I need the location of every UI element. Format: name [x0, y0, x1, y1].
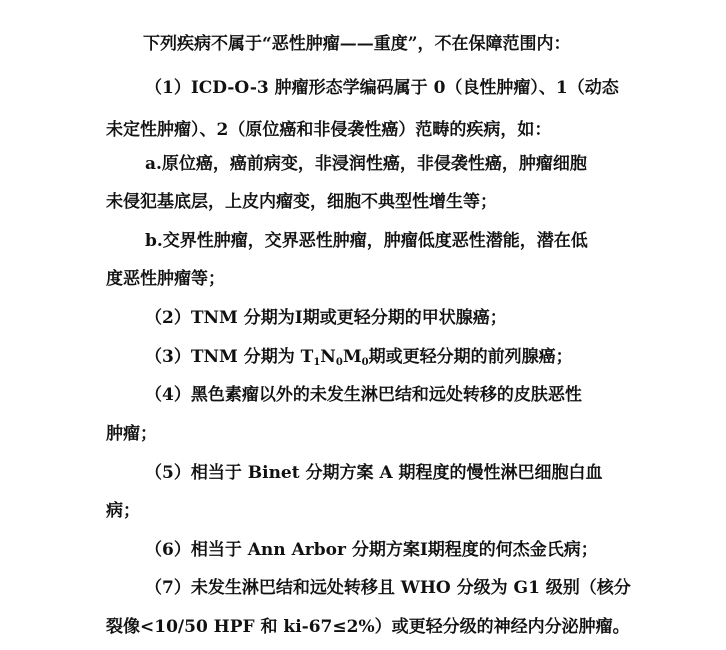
item-4-line-1: （4）黑色素瘤以外的未发生淋巴结和远处转移的皮肤恶性: [145, 385, 582, 405]
item-3-prefix: （3）TNM 分期为 T: [145, 347, 314, 367]
item-7-line-1: （7）未发生淋巴结和远处转移且 WHO 分级为 G1 级别（核分: [145, 578, 631, 598]
item-1b-line-2: 度恶性肿瘤等；: [106, 269, 225, 289]
item-3-text: [145, 347, 573, 373]
item-1a-line-1: a.原位癌，癌前病变，非浸润性癌，非侵袭性癌，肿瘤细胞: [145, 154, 587, 174]
item-7-line-2: 裂像<10/50 HPF 和 ki-67≤2%）或更轻分级的神经内分泌肿瘤。: [106, 617, 630, 637]
item-3-n-subscript: 0: [335, 357, 343, 368]
item-1a-line-2: 未侵犯基底层，上皮内瘤变，细胞不典型性增生等；: [106, 192, 497, 212]
item-1-line-1: （1）ICD-O-3 肿瘤形态学编码属于 0（良性肿瘤）、1（动态: [145, 78, 619, 98]
item-1b-line-1: b.交界性肿瘤，交界恶性肿瘤，肿瘤低度恶性潜能，潜在低: [145, 231, 588, 251]
item-3-t-subscript: 1: [313, 357, 321, 368]
item-4-line-2: 肿瘤；: [106, 424, 157, 444]
item-3-m-subscript: 0: [361, 357, 369, 368]
item-3-suffix: 期或更轻分期的前列腺癌；: [368, 347, 573, 367]
item-5-line-2: 病；: [106, 501, 140, 521]
item-3-n: N: [320, 347, 336, 367]
item-1-line-2: 未定性肿瘤）、2（原位癌和非侵袭性癌）范畴的疾病，如：: [106, 120, 552, 140]
item-6-text: （6）相当于 Ann Arbor 分期方案Ⅰ期程度的何杰金氏病；: [145, 540, 598, 560]
intro-text: 下列疾病不属于“恶性肿瘤——重度”，不在保障范围内：: [143, 34, 571, 54]
item-3-m: M: [342, 347, 362, 367]
item-2-text: （2）TNM 分期为Ⅰ期或更轻分期的甲状腺癌；: [145, 308, 507, 328]
item-5-line-1: （5）相当于 Binet 分期方案 A 期程度的慢性淋巴细胞白血: [145, 463, 603, 483]
